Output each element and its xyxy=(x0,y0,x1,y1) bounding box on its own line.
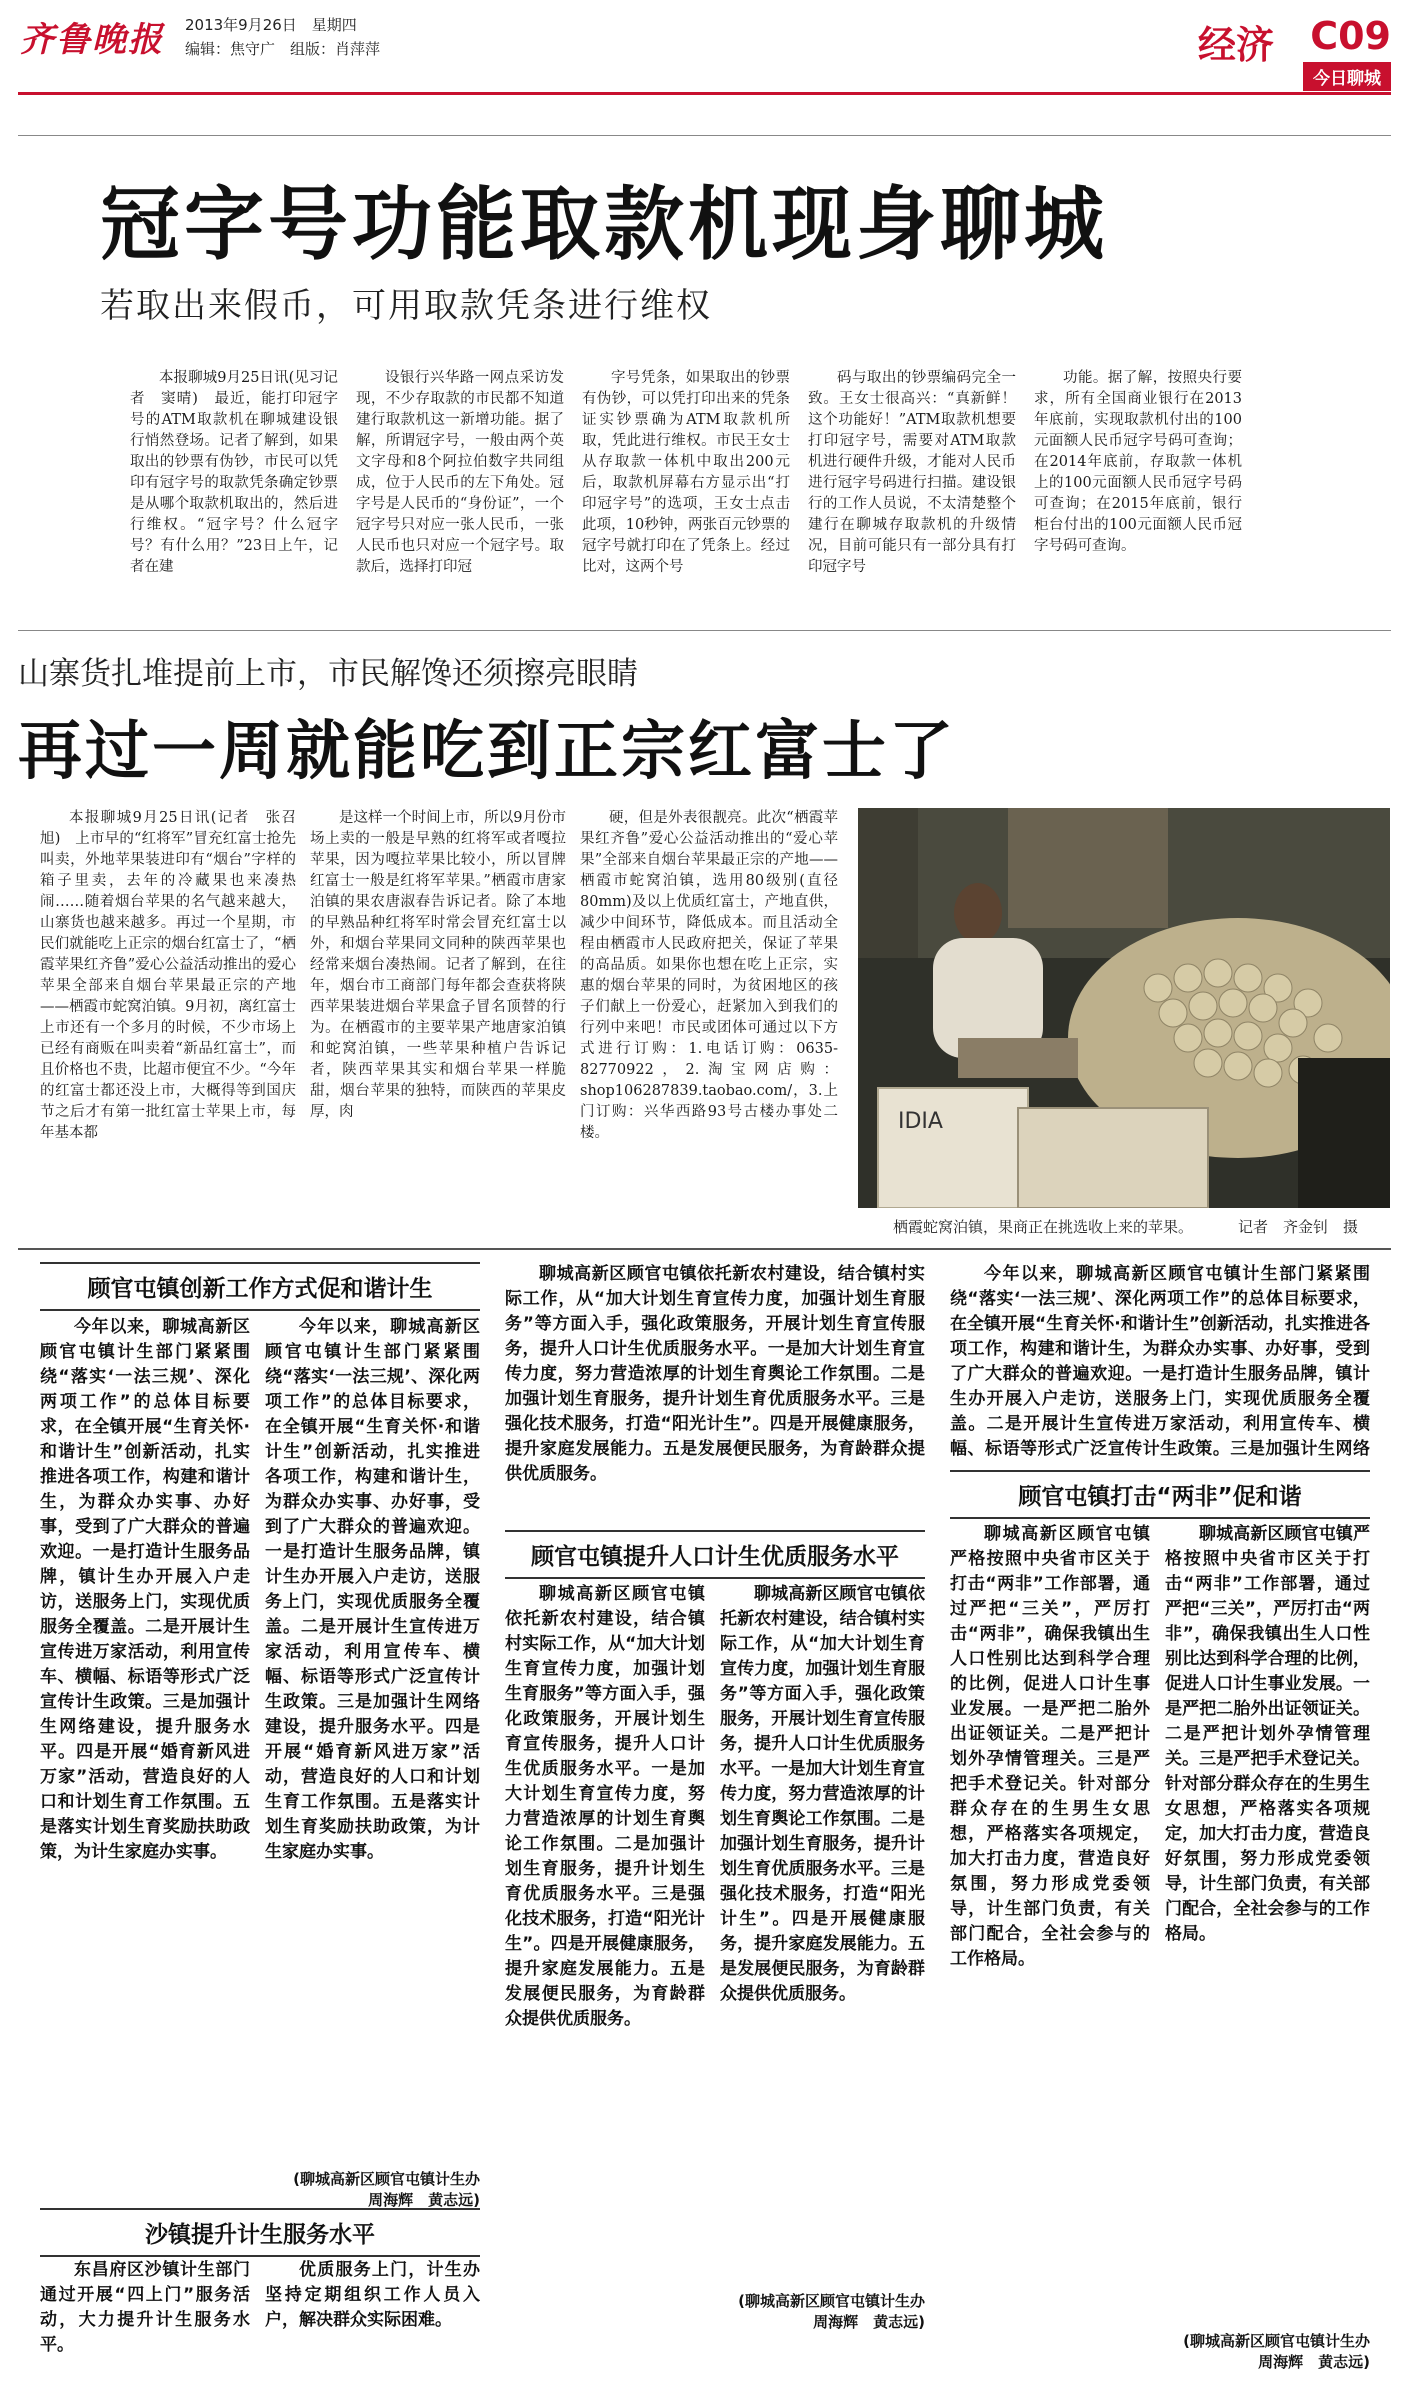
photo-illustration xyxy=(858,808,1390,1208)
ad3-signature: (聊城高新区顾官屯镇计生办 周海辉 黄志远) xyxy=(738,2292,941,2331)
page-number: C09 xyxy=(1310,14,1391,58)
article1-column-2: 设银行兴华路一网点采访发现，不少存取款的市民都不知道建行取款机这一新增功能。据了解，所谓冠字号，一般由两个英文字母和8个阿拉伯数字共同组成，位于人民币的左下角处。冠字号是人民币的“身份证”，一个冠字号只对应一张人民币，一张人民币也只对应一个冠字号。取款后，选择打印冠 xyxy=(356,370,564,575)
article1-column-5: 功能。据了解，按照央行要求，所有全国商业银行在2013年底前，实现取款机付出的100元面额人民币冠字号码可查询；在2014年底前，存取款一体机上的100元面额人民币冠字号码可查询；在2015年底前，银行柜台付出的100元面额人民币冠字号码可查询。 xyxy=(1034,370,1242,554)
article2-kicker: 山寨货扎堆提前上市，市民解馋还须擦亮眼睛 xyxy=(18,656,638,692)
article1-column-4: 码与取出的钞票编码完全一致。王女士很高兴：“真新鲜！这个功能好！”ATM取款机想要打印冠字号，需要对ATM取款机进行硬件升级，才能对人民币进行冠字号码进行扫描。建设银行的工作人员说，不太清楚整个建行在聊城存取款机的升级情况，目前可能只有一部分具有打印冠字号 xyxy=(808,370,1016,575)
photo-credit: 记者 齐金钊 摄 xyxy=(1238,1218,1359,1236)
ad4-column-1: 聊城高新区顾官屯镇严格按照中央省市区关于打击“两非”工作部署，通过严把“三关”，严厉打击“两非”，确保我镇出生人口性别比达到科学合理的比例，促进人口计生事业发展。一是严把二胎外出证领证关。二是严把计划外孕情管理关。三是严把手术登记关。针对部分群众存在的生男生女思想，严格落实各项规定，加大打击力度，营造良好氛围，努力形成党委领导，计生部门负责，有关部门配合，全社会参与的工作格局。 xyxy=(950,1524,1150,1969)
article2-column-2: 是这样一个时间上市，所以9月份市场上卖的一般是早熟的红将军或者嘎拉苹果，因为嘎拉苹果比较小，所以冒牌红富士一般是红将军苹果。”栖霞市唐家泊镇的果农唐淑春告诉记者。除了本地的早熟品种红将军时常会冒充红富士以外，和烟台苹果同文同种的陕西苹果也经常来烟台凑热闹。记者了解到，在往年，烟台市工商部门每年都会查获将陕西苹果装进烟台苹果盒子冒名顶替的行为。在栖霞市的主要苹果产地唐家泊镇和蛇窝泊镇，一些苹果种植户告诉记者，陕西苹果其实和烟台苹果一样脆甜，烟台苹果的独特，而陕西的苹果皮厚，肉 xyxy=(310,810,566,1120)
ad1-column-2: 今年以来，聊城高新区顾官屯镇计生部门紧紧围绕“落实‘一法三规’、深化两项工作”的总体目标要求，在全镇开展“生育关怀·和谐计生”创新活动，扎实推进各项工作，构建和谐计生，为群众办实事、办好事，受到了广大群众的普遍欢迎。一是打造计生服务品牌，镇计生办开展入户走访，送服务上门，实现优质服务全覆盖。二是开展计生宣传进万家活动，利用宣传车、横幅、标语等形式广泛宣传计生政策。三是加强计生网络建设，提升服务水平。四是开展“婚育新风进万家”活动，营造良好的人口和计划生育工作氛围。五是落实计划生育奖励扶助政策，为计生家庭办实事。 xyxy=(265,1317,480,1862)
ad3-column-1: 聊城高新区顾官屯镇依托新农村建设，结合镇村实际工作，从“加大计划生育宣传力度，加强计划生育服务”等方面入手，强化政策服务，开展计划生育宣传服务，提升人口计生优质服务水平。一是加大计划生育宣传力度，努力营造浓厚的计划生育舆论工作氛围。二是加强计划生育服务，提升计划生育优质服务水平。三是强化技术服务，打造“阳光计生”。四是开展健康服务，提升家庭发展能力。五是发展便民服务，为育龄群众提供优质服务。 xyxy=(505,1584,705,2029)
ad2-column-2: 优质服务上门，计生办坚持定期组织工作人员入户，解决群众实际困难。 xyxy=(265,2260,480,2330)
ad2-title: 沙镇提升计生服务水平 xyxy=(40,2208,480,2257)
article1-column-1: 本报聊城9月25日讯(见习记者 窦晴) 最近，能打印冠字号的ATM取款机在聊城建设银行悄然登场。记者了解到，如果取出的钞票有伪钞，市民可以凭印有冠字号的取款凭条确定钞票是从哪个取款机取出的，然后进行维权。“冠字号？什么冠字号？有什么用？”23日上午，记者在建 xyxy=(130,370,338,575)
article2-column-1: 本报聊城9月25日讯(记者 张召旭) 上市早的“红将军”冒充红富士抢先叫卖，外地苹果装进印有“烟台”字样的箱子里卖，去年的冷藏果也来凑热闹……随着烟台苹果的名气越来越大，山寨货也越来越多。再过一个星期，市民们就能吃上正宗的烟台红富士了，“栖霞苹果红齐鲁”爱心公益活动推出的爱心苹果全部来自烟台苹果最正宗的产地——栖霞市蛇窝泊镇。9月初，离红富士上市还有一个多月的时候，不少市场上已经有商贩在叫卖着“新品红富士”，而且价格也不贵，比超市便宜不少。“今年的红富士都还没上市，大概得等到国庆节之后才有第一批红富士苹果上市，每年基本都 xyxy=(40,810,296,1141)
ad3-intro: 聊城高新区顾官屯镇依托新农村建设，结合镇村实际工作，从“加大计划生育宣传力度，加强计划生育服务”等方面入手，强化政策服务，开展计划生育宣传服务，提升人口计生优质服务水平。一是加大计划生育宣传力度，努力营造浓厚的计划生育舆论工作氛围。二是加强计划生育服务，提升计划生育优质服务水平。三是强化技术服务，打造“阳光计生”。四是开展健康服务，提升家庭发展能力。五是发展便民服务，为育龄群众提供优质服务。 xyxy=(505,1264,925,1484)
ad2-column-1: 东昌府区沙镇计生部门通过开展“四上门”服务活动，大力提升计生服务水平。 xyxy=(40,2260,250,2355)
ad1-signature: (聊城高新区顾官屯镇计生办 周海辉 黄志远) xyxy=(293,2170,496,2209)
ad3-column-2: 聊城高新区顾官屯镇依托新农村建设，结合镇村实际工作，从“加大计划生育宣传力度，加强计划生育服务”等方面入手，强化政策服务，开展计划生育宣传服务，提升人口计生优质服务水平。一是加大计划生育宣传力度，努力营造浓厚的计划生育舆论工作氛围。二是加强计划生育服务，提升计划生育优质服务水平。三是强化技术服务，打造“阳光计生”。四是开展健康服务，提升家庭发展能力。五是发展便民服务，为育龄群众提供优质服务。 xyxy=(720,1584,925,2004)
ad4-signature: (聊城高新区顾官屯镇计生办 周海辉 黄志远) xyxy=(1183,2332,1386,2371)
article1-headline: 冠字号功能取款机现身聊城 xyxy=(100,178,1108,271)
crate-label: IDIA xyxy=(898,1109,943,1134)
section-name: 经济 xyxy=(1197,23,1274,67)
ad3-title: 顾官屯镇提升人口计生优质服务水平 xyxy=(505,1530,925,1579)
apple-market-photo xyxy=(858,808,1390,1208)
ad4-intro: 今年以来，聊城高新区顾官屯镇计生部门紧紧围绕“落实‘一法三规’、深化两项工作”的总体目标要求，在全镇开展“生育关怀·和谐计生”创新活动，扎实推进各项工作，构建和谐计生，为群众办实事、办好事，受到了广大群众的普遍欢迎。一是打造计生服务品牌，镇计生办开展入户走访，送服务上门，实现优质服务全覆盖。二是开展计生宣传进万家活动，利用宣传车、横幅、标语等形式广泛宣传计生政策。三是加强计生网络 xyxy=(950,1264,1370,1459)
article1-column-3: 字号凭条，如果取出的钞票有伪钞，可以凭打印出来的凭条证实钞票确为ATM取款机所取，凭此进行维权。市民王女士从存取款一体机中取出200元后，取款机屏幕右方显示出“打印冠字号”的选项，王女士点击此项，10秒钟，两张百元钞票的冠字号就打印在了凭条上。经过比对，这两个号 xyxy=(582,370,790,575)
ad1-column-1: 今年以来，聊城高新区顾官屯镇计生部门紧紧围绕“落实‘一法三规’、深化两项工作”的总体目标要求，在全镇开展“生育关怀·和谐计生”创新活动，扎实推进各项工作，构建和谐计生，为群众办实事、办好事，受到了广大群众的普遍欢迎。一是打造计生服务品牌，镇计生办开展入户走访，送服务上门，实现优质服务全覆盖。二是开展计生宣传进万家活动，利用宣传车、横幅、标语等形式广泛宣传计生政策。三是加强计生网络建设，提升服务水平。四是开展“婚育新风进万家”活动，营造良好的人口和计划生育工作氛围。五是落实计划生育奖励扶助政策，为计生家庭办实事。 xyxy=(40,1317,250,1862)
date-line: 2013年9月26日 星期四 xyxy=(185,16,357,34)
masthead-rule xyxy=(18,92,1391,95)
article2-column-3: 硬，但是外表很靓亮。此次“栖霞苹果红齐鲁”爱心公益活动推出的“爱心苹果”全部来自烟台苹果最正宗的产地——栖霞市蛇窝泊镇，选用80级别(直径80mm)及以上优质红富士，产地直供，减少中间环节，降低成本。而且活动全程由栖霞市人民政府把关，保证了苹果的高品质。如果你也想在吃上正宗，实惠的烟台苹果的同时，为贫困地区的孩子们献上一份爱心，赶紧加入到我们的行列中来吧！市民或团体可通过以下方式进行订购：1.电话订购：0635-82770922，2.淘宝网店购：shop106287839.taobao.com/，3.上门订购：兴华西路93号古楼办事处二楼。 xyxy=(580,810,838,1141)
newspaper-logo: 齐鲁晚报 xyxy=(20,20,164,60)
ad4-title: 顾官屯镇打击“两非”促和谐 xyxy=(950,1470,1370,1519)
editor-line: 编辑：焦守广 组版：肖萍萍 xyxy=(185,40,381,58)
article2-headline: 再过一周就能吃到正宗红富士了 xyxy=(18,715,956,789)
article1-subhead: 若取出来假币，可用取款凭条进行维权 xyxy=(100,286,712,326)
photo-caption: 栖霞蛇窝泊镇，果商正在挑选收上来的苹果。 xyxy=(893,1218,1194,1236)
ad1-title: 顾官屯镇创新工作方式促和谐计生 xyxy=(40,1262,480,1311)
article-divider xyxy=(18,630,1391,631)
article1-top-rule xyxy=(18,135,1391,136)
sub-section-label: 今日聊城 xyxy=(1303,62,1391,91)
ad4-column-2: 聊城高新区顾官屯镇严格按照中央省市区关于打击“两非”工作部署，通过严把“三关”，严厉打击“两非”，确保我镇出生人口性别比达到科学合理的比例，促进人口计生事业发展。一是严把二胎外出证领证关。二是严把计划外孕情管理关。三是严把手术登记关。针对部分群众存在的生男生女思想，严格落实各项规定，加大打击力度，营造良好氛围，努力形成党委领导，计生部门负责，有关部门配合，全社会参与的工作格局。 xyxy=(1165,1524,1370,1944)
